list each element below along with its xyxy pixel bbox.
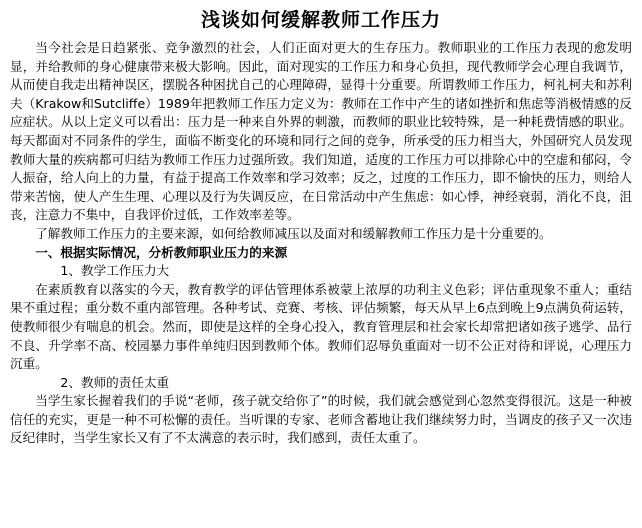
subsection-heading-2: 2、教师的责任太重 <box>60 374 170 390</box>
responsibility-paragraph: 当学生家长握着我们的手说“老师，孩子就交给你了”的时候，我们就会感觉到心忽然变得很沉。这是一种被信任的充实，更是一种不可松懈的责任。当听课的专家、老师含蓄地让我们继续努力时，当调皮的孩子又一次违反纪律时，当学生家长又有了不太满意的表示时，我们感到，责任太重了。 <box>10 393 632 446</box>
document-title: 浅谈如何缓解教师工作压力 <box>200 9 441 31</box>
summary-paragraph: 了解教师工作压力的主要来源，如何给教师减压以及面对和缓解教师工作压力是十分重要的。 <box>35 225 552 241</box>
teaching-pressure-paragraph: 在素质教育以落实的今天，教育教学的评估管理体系被蒙上浓厚的功利主义色彩；评估重现象不重人；重结果不重过程；重分数不重内部管理。各种考试、竞赛、考核、评估频繁，每天从早上6点到晚上9点满负荷运转，使教师很少有喘息的机会。然而，即使是这样的全身心投入，教育管理层和社会家长却常把诸如孩子逃学、品行不良、升学率不高、校园暴力事件单纯归因到教师个体。教师们忍辱负重面对一切不公正对待和评说，心理压力沉重。 <box>10 281 632 372</box>
section-heading-1: 一、根据实际情况，分析教师职业压力的来源 <box>35 244 288 260</box>
subsection-heading-1: 1、教学工作压力大 <box>60 263 170 279</box>
intro-paragraph: 当今社会是日趋紧张、竞争激烈的社会，人们正面对更大的生存压力。教师职业的工作压力表现的愈发明显，并给教师的身心健康带来极大影响。因此，面对现实的工作压力和身心负担，现代教师学会心理自我调节，从而使自我走出精神误区，摆脱各种困扰自己的心理障碍，显得十分重要。所谓教师工作压力，柯礼柯夫和苏利夫（Krakow和Sutcliffe）1989年把教师工作压力定义为：教师在工作中产生的诸如挫折和焦虑等消极情感的反应症状。从以上定义可以看出：压力是一种来自外界的刺激，而教师的职业比较特殊，是一种耗费情感的职业。每天都面对不同条件的学生，面临不断变化的环境和同行之间的竞争，所承受的压力相当大，外国研究人员发现教师大量的疾病都可归结为教师工作压力过强所致。我们知道，适度的工作压力可以排除心中的空虚和郁闷，令人振奋，给人向上的力量，有益于提高工作效率和学习效率；反之，过度的工作压力，即不愉快的压力，则给人带来苦恼，使人产生生理、心理以及行为失调反应，在日常活动中产生焦虑：如心悸，神经衰弱，消化不良，沮丧，注意力不集中，自我评价过低，工作效率差等。 <box>10 40 632 223</box>
